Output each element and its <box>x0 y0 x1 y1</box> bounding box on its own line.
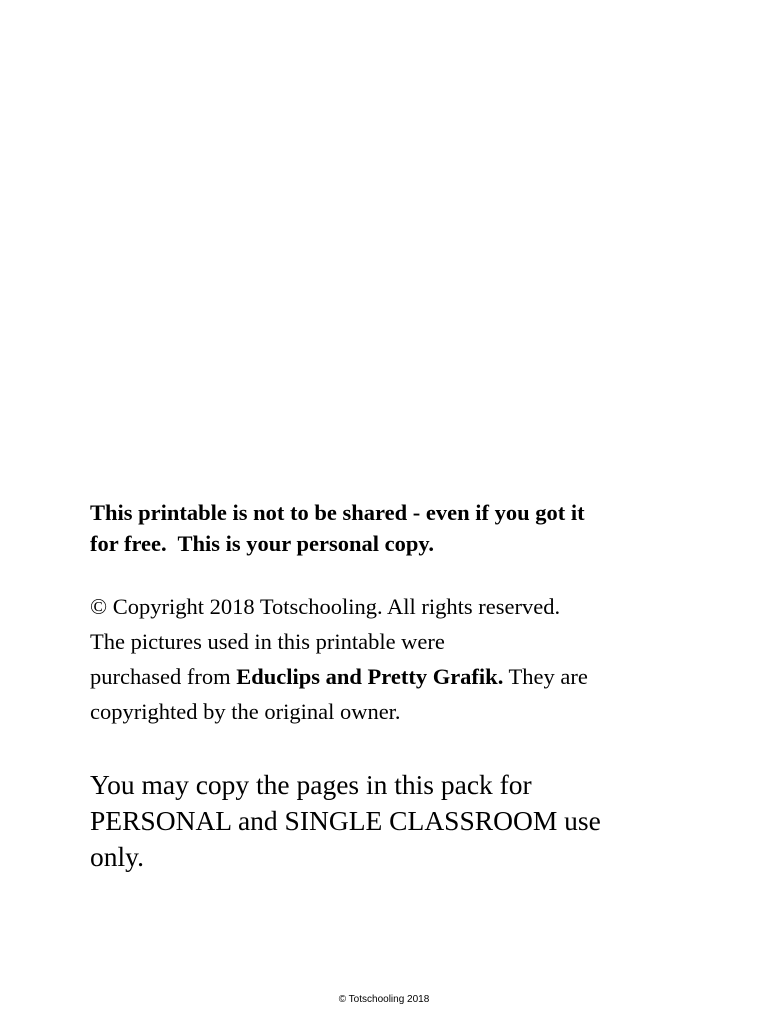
copyright-line-4: copyrighted by the original owner. <box>90 699 401 724</box>
copyright-line-3-prefix: purchased from <box>90 664 237 689</box>
copyright-statement <box>90 589 710 729</box>
sharing-notice <box>90 497 690 559</box>
page-footer: © Totschooling 2018 <box>338 994 430 1005</box>
copyright-line-1: © Copyright 2018 Totschooling. All rights reserved. <box>90 594 561 619</box>
copyright-line-3-suffix: They are <box>503 664 588 689</box>
usage-terms <box>90 767 690 875</box>
sharing-notice-line-2: for free. This is your personal copy. <box>90 531 434 556</box>
usage-line-1: You may copy the pages in this pack for <box>90 769 532 800</box>
sharing-notice-line-1: This printable is not to be shared - even if you got it <box>90 500 585 525</box>
image-sources: Educlips and Pretty Grafik. <box>236 664 504 689</box>
usage-line-2: PERSONAL and SINGLE CLASSROOM use <box>90 805 601 836</box>
copyright-line-3 <box>90 659 710 694</box>
copyright-line-2: The pictures used in this printable were <box>90 629 445 654</box>
usage-line-3: only. <box>90 841 144 872</box>
